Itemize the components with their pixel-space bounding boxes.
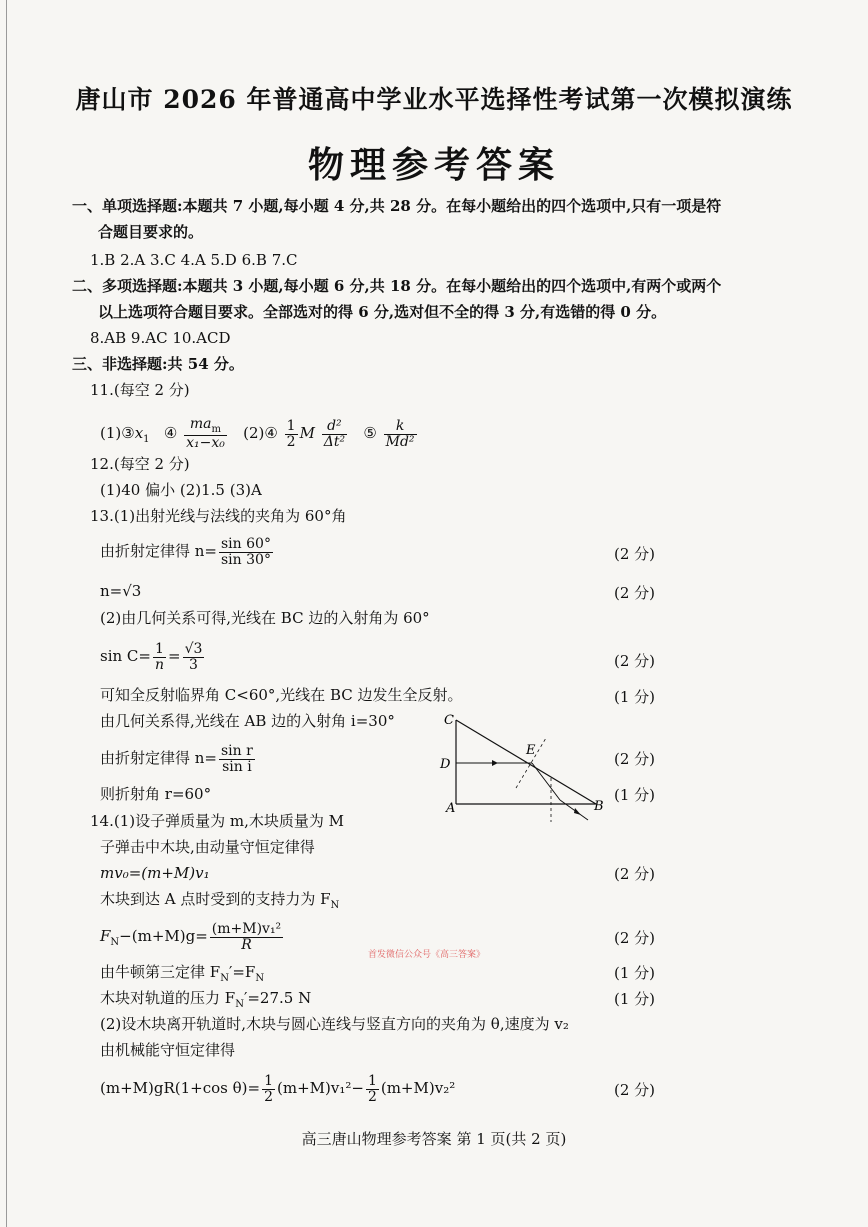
q11-answer <box>100 413 419 460</box>
q13-line8-text: 由折射定律得 n= <box>100 749 217 767</box>
q14-line7-sub: N <box>235 999 244 1010</box>
q13-frac-n-num: sin 60° <box>221 535 271 552</box>
q14-frac-centripetal <box>210 922 283 952</box>
q14-line5-sub: N <box>110 937 120 948</box>
fig-label-d: D <box>440 757 451 772</box>
q14-line7-text: 木块对轨道的压力 F <box>100 989 236 1007</box>
q11-half-num: 1 <box>286 417 296 434</box>
fig-label-b: B <box>594 799 604 814</box>
q14-score-1: (2 分) <box>614 865 656 883</box>
q14-line4-text: 木块到达 A 点时受到的支持力为 F <box>100 890 331 908</box>
q13-frac-ri-den: sin i <box>222 758 252 775</box>
q11-frac2 <box>322 419 347 449</box>
page-footer: 高三唐山物理参考答案 第 1 页(共 2 页) <box>301 1130 567 1148</box>
q13-frac-c1-num: 1 <box>153 642 166 658</box>
q13-line7: 由几何关系得,光线在 AB 边的入射角 i=30° <box>100 712 395 730</box>
q13-frac-n <box>219 537 273 567</box>
exam-title: 唐山市 2026 年普通高中学业水平选择性考试第一次模拟演练 <box>75 85 793 114</box>
q14-line5-mid: −(m+M)g= <box>119 927 208 945</box>
q13-line5-text: sin C= <box>100 647 151 665</box>
watermark: 首发微信公众号《高三答案》 <box>368 950 486 960</box>
q13-line4: (2)由几何关系可得,光线在 BC 边的入射角为 60° <box>100 609 430 627</box>
q13-frac-n-den: sin 30° <box>221 551 271 568</box>
q13-line1: 13.(1)出射光线与法线的夹角为 60°角 <box>90 507 347 525</box>
section1-answers: 1.B 2.A 3.C 4.A 5.D 6.B 7.C <box>90 251 298 269</box>
q13-line9: 则折射角 r=60° <box>100 785 212 803</box>
q11-frac3-den: Md² <box>385 433 415 450</box>
q11-frac1-num: ma <box>189 416 212 432</box>
q14-line4-sub: N <box>330 900 340 911</box>
q11-x1: x <box>134 424 144 442</box>
q12-answer: (1)40 偏小 (2)1.5 (3)A <box>100 481 262 499</box>
q14-score-5: (2 分) <box>614 1081 656 1099</box>
q11-frac2-num: d² <box>322 419 347 435</box>
q13-line6: 可知全反射临界角 C<60°,光线在 BC 边发生全反射。 <box>100 686 463 704</box>
fig-label-c: C <box>444 713 454 728</box>
q14-half-2 <box>366 1074 379 1104</box>
q13-score-1: (2 分) <box>614 545 656 563</box>
q11-frac2-den: Δt² <box>323 433 346 450</box>
q11-p2: (2)④ <box>243 424 278 442</box>
q13-line8 <box>100 738 257 778</box>
q11-half <box>285 419 298 449</box>
q14-score-2: (2 分) <box>614 929 656 947</box>
q13-frac-c1-den: n <box>154 656 165 673</box>
q14-line6 <box>100 962 264 989</box>
q11-p1: (1)③ <box>100 424 135 442</box>
q14-line6-mid: ′=F <box>228 963 256 981</box>
q11-x1-sub: 1 <box>143 434 150 445</box>
section1-title-1: 一、单项选择题:本题共 7 小题,每小题 4 分,共 28 分。在每小题给出的四个选项中,只有一项是符 <box>72 197 722 215</box>
q14-line1: 14.(1)设子弹质量为 m,木块质量为 M <box>90 812 344 830</box>
q11-M: M <box>299 424 315 442</box>
q13-frac-c2-num: √3 <box>184 640 203 657</box>
q11-head: 11.(每空 2 分) <box>90 381 190 399</box>
q14-line10-c: (m+M)v₂² <box>380 1079 456 1097</box>
q14-line8: (2)设木块离开轨道时,木块与圆心连线与竖直方向的夹角为 θ,速度为 v₂ <box>100 1015 569 1033</box>
q14-line3: mv₀=(m+M)v₁ <box>100 864 210 882</box>
fig-label-e: E <box>526 743 536 758</box>
q11-frac3 <box>384 419 417 449</box>
q14-score-3: (1 分) <box>614 964 656 982</box>
q14-line4 <box>100 889 339 916</box>
q13-line2 <box>100 532 275 570</box>
q14-line10 <box>100 1068 455 1108</box>
q13-score-5: (2 分) <box>614 750 656 768</box>
q14-half-1-num: 1 <box>264 1072 273 1089</box>
prism-figure <box>438 712 608 824</box>
q14-half-1 <box>262 1074 275 1104</box>
q13-line3: n=√3 <box>100 582 142 600</box>
q14-half-2-den: 2 <box>367 1088 377 1105</box>
q14-line6-sub1: N <box>220 973 229 984</box>
q14-line9: 由机械能守恒定律得 <box>100 1041 236 1059</box>
q14-score-4: (1 分) <box>614 990 656 1008</box>
q14-line6-sub2: N <box>255 973 265 984</box>
q13-frac-ri <box>219 744 255 774</box>
q13-score-4: (1 分) <box>614 688 656 706</box>
q14-frac-centripetal-den: R <box>241 936 252 953</box>
q14-line2: 子弹击中木块,由动量守恒定律得 <box>100 838 315 856</box>
section3-title: 三、非选择题:共 54 分。 <box>72 355 244 373</box>
q14-line6-text: 由牛顿第三定律 F <box>100 963 221 981</box>
q14-frac-centripetal-num: (m+M)v₁² <box>211 920 282 937</box>
fig-label-a: A <box>446 801 456 816</box>
q14-line5 <box>100 916 285 963</box>
q11-half-den: 2 <box>286 433 296 450</box>
q13-frac-c2 <box>183 642 205 672</box>
q11-circ5: ⑤ <box>363 424 377 442</box>
q11-frac1 <box>184 417 227 451</box>
q11-circ4: ④ <box>163 424 178 442</box>
subject-title: 物理参考答案 <box>307 144 560 186</box>
q13-line2-text: 由折射定律得 n= <box>100 542 217 560</box>
section2-title-2: 以上选项符合题目要求。全部选对的得 6 分,选对但不全的得 3 分,有选错的得 0 分。 <box>98 303 667 321</box>
q14-line5-f: F <box>100 927 111 945</box>
q13-frac-c1 <box>153 642 166 672</box>
section1-title-2: 合题目要求的。 <box>98 223 204 241</box>
q13-score-2: (2 分) <box>614 584 656 602</box>
q11-frac3-num: k <box>384 419 417 435</box>
q14-line10-b: (m+M)v₁²− <box>277 1079 364 1097</box>
q13-score-6: (1 分) <box>614 786 656 804</box>
q11-frac1-den: x₁−x₀ <box>186 435 225 452</box>
q13-frac-c2-den: 3 <box>189 656 198 673</box>
q14-line10-a: (m+M)gR(1+cos θ)= <box>100 1079 261 1097</box>
q12-head: 12.(每空 2 分) <box>90 455 190 473</box>
q14-half-1-den: 2 <box>264 1088 273 1105</box>
q13-score-3: (2 分) <box>614 652 656 670</box>
section2-answers: 8.AB 9.AC 10.ACD <box>90 329 231 347</box>
q14-line7-end: ′=27.5 N <box>243 989 312 1007</box>
q13-line5 <box>100 636 206 676</box>
q14-half-2-num: 1 <box>367 1072 377 1089</box>
q14-line7 <box>100 988 311 1015</box>
q13-frac-ri-num: sin r <box>221 742 253 759</box>
q11-frac1-num-sub: m <box>211 423 222 435</box>
section2-title-1: 二、多项选择题:本题共 3 小题,每小题 6 分,共 18 分。在每小题给出的四个选项中,有两个或两个 <box>72 277 722 295</box>
q13-line5-eq: = <box>168 647 181 665</box>
